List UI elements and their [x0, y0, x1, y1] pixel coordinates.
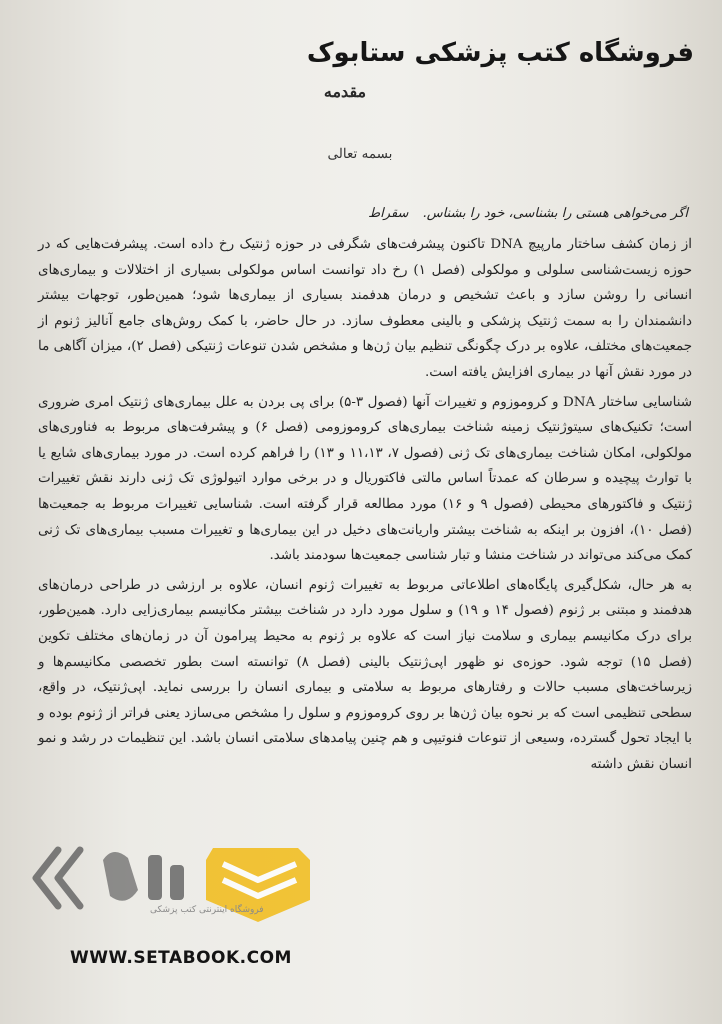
- chapter-heading: مقدمه: [323, 82, 367, 101]
- epigraph-text: اگر می‌خواهی هستی را بشناسی، خود را بشناس.: [422, 206, 688, 221]
- basmala: بسمه تعالی: [327, 146, 393, 162]
- store-watermark-title: فروشگاه کتب پزشکی ستابوک: [306, 38, 694, 68]
- body-text: [38, 232, 692, 777]
- epigraph: [368, 206, 688, 221]
- paragraph-3: به هر حال، شکل‌گیری پایگاه‌های اطلاعاتی مربوط به تغییرات ژنوم انسان، علاوه بر ارزشی در طراحی درمان‌های هدفمند و مبتنی بر ژنوم (فصول ۱۴ و ۱۹) و سلول مورد دارد در شناخت بیشتر مکانیسم بیماری‌زایی دارد. همین‌طور، برای درک مکانیسم بیماری و سلامت نیاز است که علاوه بر ژنوم به محیط پیرامون آن در زمان‌های مختلف تکوین (فصل ۱۵) توجه شود. حوزه‌ی نو ظهور اپی‌ژنتیک بالینی (فصل ۸) توانسته است بطور تخصصی مکانیسم‌ها و زیرساخت‌های مسبب حالات و رفتارهای مربوط به سلامتی و بیماری انسان را بررسی نماید. اپی‌ژنتیک، در واقع، سطحی تنظیمی است که بر نحوه بیان ژن‌ها بر روی کروموزوم و سلول را مشخص می‌سازد یعنی فراتر از ژنوم بوده و با ایجاد تحول گسترده، وسیعی از تنوعات فنوتیپی و هم چنین پیامدهای سلامتی انسان باشد. این تنظیمات در رشد و نمو انسان نقش داشته: [38, 577, 692, 772]
- website-url: WWW.SETABOOK.COM: [70, 948, 292, 968]
- setabook-logo-icon: [18, 830, 318, 950]
- paragraph-2: شناسایی ساختار DNA و کروموزوم و تغییرات آنها (فصول ۳-۵) برای پی بردن به علل بیماری‌های ژنتیک امری ضروری است؛ تکنیک‌های سیتوژنتیک زمینه شناخت بیماری‌های کروموزومی (فصل ۶) و پیشرفت‌های مربوط به فناوری‌های مولکولی، امکان شناخت بیماری‌های تک ژنی (فصول ۷، ۱۱،۱۳ و ۱۳) را فراهم کرده است. در مورد بیماری‌های شایع یا با توارث پیچیده و سرطان که عمدتاً اساس مالتی فاکتوریال و در برخی موارد اتیولوژی تک ژنی دارند نقش تغییرات ژنتیک و فاکتورهای محیطی (فصول ۹ و ۱۶) مورد مطالعه قرار گرفته است. شناسایی تغییرات مربوط به جمعیت‌ها (فصل ۱۰)، افزون بر اینکه به شناخت بیشتر واریانت‌های دخیل در این بیماری‌ها و تغییرات مسبب بیماری‌های تک ژنی کمک می‌کند می‌تواند در شناخت منشا و تبار شناسی جمعیت‌ها سودمند باشد.: [38, 394, 693, 564]
- epigraph-author: سقراط: [368, 206, 409, 221]
- logo-tagline: فروشگاه اینترنتی کتب پزشکی: [150, 905, 264, 915]
- paragraph-1: از زمان کشف ساختار مارپیچ DNA تاکنون پیشرفت‌های شگرفی در حوزه ژنتیک رخ داده است. پیشرفت‌هایی که در حوزه زیست‌شناسی سلولی و مولکولی (فصل ۱) رخ داد توانست اساس مولکولی بسیاری از اختلالات و بیماری‌های انسانی را روشن سازد و باعث تشخیص و درمان هدفمند بسیاری از بیماری‌ها شود؛ همین‌طور، توجهات بیشتر دانشمندان را به سمت ژنتیک پزشکی و بالینی معطوف سازد. در حال حاضر، با کمک روش‌های جامع آنالیز ژنوم از جمعیت‌های مختلف، علاوه بر درک چگونگی تنظیم بیان ژن‌ها و مشخص شدن تنوعات ژنتیکی (فصل ۲)، میزان آگاهی ما در مورد نقش آنها در بیماری افزایش یافته است.: [38, 237, 692, 380]
